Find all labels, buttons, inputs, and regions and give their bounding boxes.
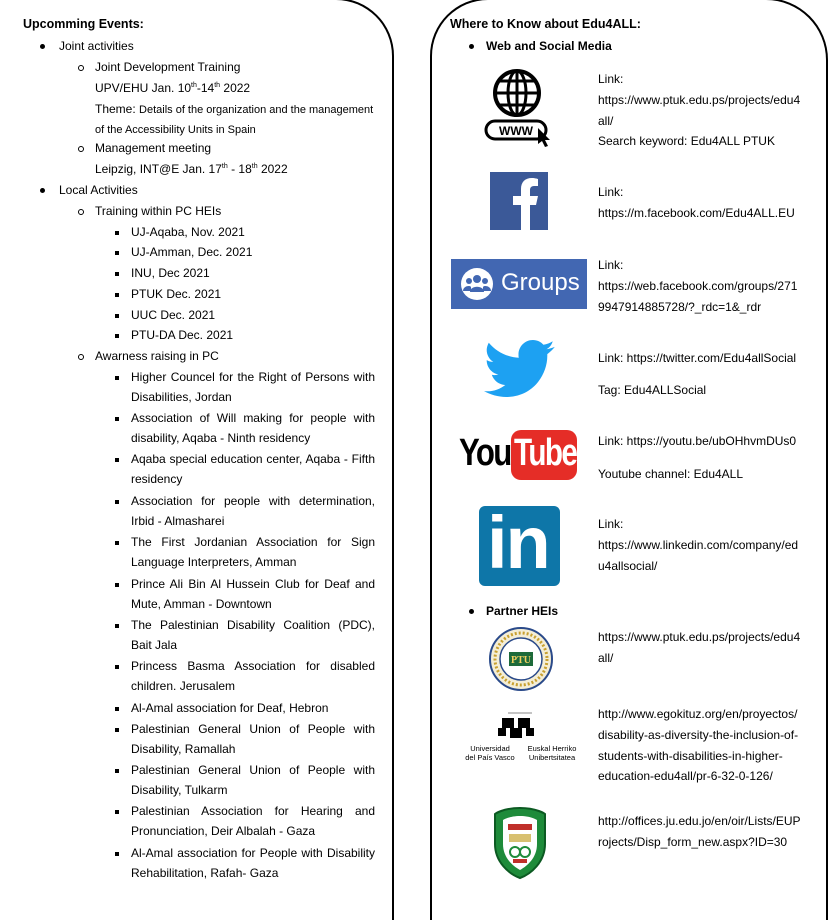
- ptuk-link-text: https://www.ptuk.edu.ps/projects/edu4 all/: [598, 627, 800, 669]
- jdt-date: UPV/EHU Jan. 10th-14th 2022: [95, 81, 251, 95]
- jdt-title: Joint Development Training: [95, 60, 241, 74]
- bullet-mm: [78, 142, 378, 156]
- training-title: Training within PC HEIs: [95, 204, 222, 218]
- local-activities-label: Local Activities: [59, 183, 138, 197]
- awareness-title: Awarness raising in PC: [95, 349, 219, 363]
- youtube-channel-text: Youtube channel: Edu4ALL: [598, 467, 744, 481]
- joint-activities-label: Joint activities: [59, 39, 134, 53]
- mm-title: Management meeting: [95, 141, 212, 155]
- twitter-link-text: [598, 348, 796, 369]
- bullet-awareness: [78, 350, 378, 364]
- facebook-link-text: Link: https://m.facebook.com/Edu4ALL.EU: [598, 182, 795, 224]
- bullet-local: [40, 184, 240, 198]
- youtube-url[interactable]: Link: https://youtu.be/ubOHhvmDUs0: [598, 434, 797, 448]
- upv-ehu-logo: [460, 710, 580, 766]
- youtube-you-label: You: [459, 432, 511, 474]
- ptuk-seal-text: PTU: [511, 655, 531, 666]
- upv-name-eu: Euskal Herriko Unibertsitatea: [527, 744, 577, 762]
- partner-heis-label: Partner HEIs: [486, 604, 559, 618]
- twitter-bird-icon: [484, 340, 556, 400]
- bullet-training: [78, 205, 378, 219]
- upv-name-es: Universidad del País Vasco: [465, 744, 515, 762]
- twitter-tag-text: Tag: Edu4ALLSocial: [598, 383, 707, 397]
- bullet-joint: [40, 40, 240, 54]
- where-to-know-heading: Where to Know about Edu4ALL:: [450, 17, 641, 31]
- web-link-text: Link: https://www.ptuk.edu.ps/projects/edu4 all/ Search keyword: Edu4ALL PTUK: [598, 72, 801, 149]
- upcoming-events-heading: Upcomming Events:: [23, 17, 144, 31]
- globe-www-icon: [484, 68, 554, 148]
- ju-link-text: http://offices.ju.edu.jo/en/oir/Lists/EUP rojects/Disp_form_new.aspx?ID=30: [598, 811, 801, 853]
- groups-url[interactable]: https://web.facebook.com/groups/271: [598, 278, 798, 293]
- linkedin-link-text: Link: https://www.linkedin.com/company/ed u4allsocial/: [598, 517, 799, 573]
- web-social-label: Web and Social Media: [486, 39, 612, 53]
- facebook-icon: [490, 172, 548, 230]
- twitter-url[interactable]: Link: https://twitter.com/Edu4allSocial: [598, 351, 797, 365]
- youtube-tube-box: [511, 430, 577, 480]
- linkedin-in-label: in: [487, 501, 549, 584]
- jdt-theme: Theme: Details of the organization and the management: [95, 102, 374, 116]
- ju-shield-logo: [491, 806, 549, 880]
- mm-date: Leipzig, INT@E Jan. 17th - 18th 2022: [95, 162, 288, 176]
- facebook-url[interactable]: https://m.facebook.com/Edu4ALL.EU: [598, 205, 795, 220]
- facebook-groups-banner: [451, 259, 587, 309]
- web-url[interactable]: https://www.ptuk.edu.ps/projects/edu4: [598, 92, 801, 107]
- jdt-theme-cont: of the Accessibility Units in Spain: [95, 124, 256, 136]
- linkedin-url[interactable]: https://www.linkedin.com/company/ed: [598, 537, 799, 552]
- www-label: WWW: [499, 124, 533, 138]
- groups-link-text: Link: https://web.facebook.com/groups/271 9947914885728/?_rdc=1&_rdr: [598, 258, 798, 314]
- youtube-link-text: [598, 431, 796, 452]
- youtube-tube-label: Tube: [514, 432, 577, 474]
- youtube-logo: [459, 430, 579, 482]
- ju-url[interactable]: http://offices.ju.edu.jo/en/oir/Lists/EUP: [598, 814, 801, 828]
- linkedin-icon: [479, 501, 560, 586]
- ptuk-url[interactable]: https://www.ptuk.edu.ps/projects/edu4: [598, 630, 801, 644]
- upv-url[interactable]: http://www.egokituz.org/en/proyectos/: [598, 707, 798, 721]
- ptuk-seal-logo: [488, 626, 554, 692]
- groups-label: Groups: [501, 269, 580, 296]
- upv-link-text: http://www.egokituz.org/en/proyectos/ disability-as-diversity-the-inclusion-of- students-with-disabilities-in-higher- education-edu4all/pr-6-32-0-126/: [598, 704, 798, 787]
- bullet-jdt: [78, 61, 378, 75]
